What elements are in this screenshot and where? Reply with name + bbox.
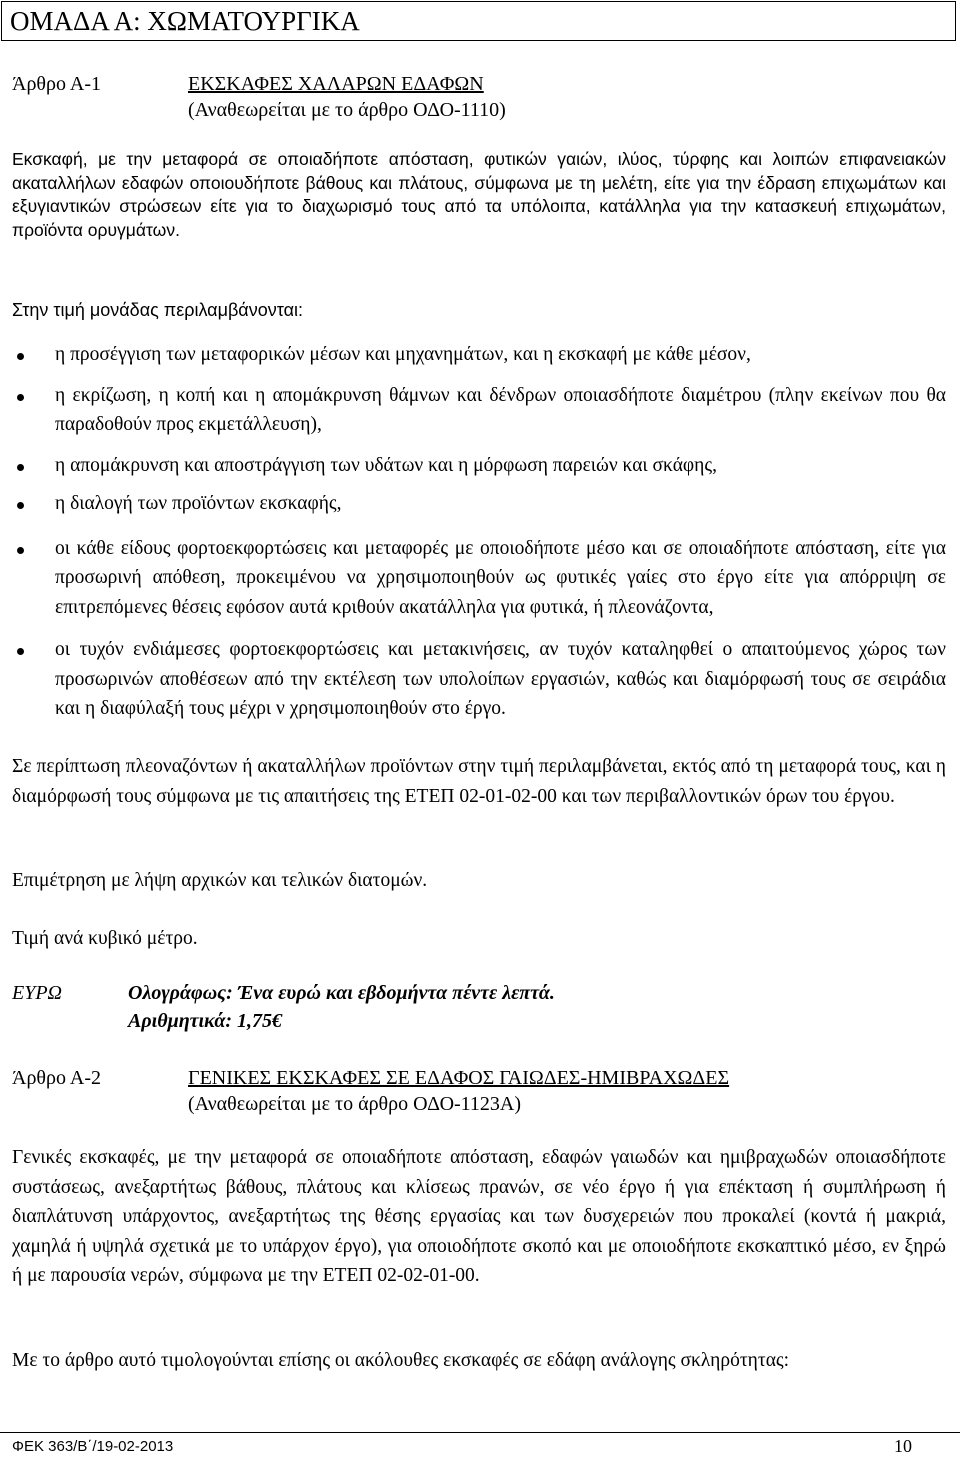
- article-1-subtitle: (Αναθεωρείται με το άρθρο ΟΔΟ-1110): [188, 99, 506, 121]
- group-title: ΟΜΑΔΑ Α: ΧΩΜΑΤΟΥΡΓΙΚΑ: [10, 6, 360, 36]
- list-item: η διαλογή των προϊόντων εκσκαφής,: [12, 489, 946, 519]
- bullet-icon: [17, 353, 24, 360]
- bullet-icon: [17, 394, 24, 401]
- group-header-box: [1, 1, 956, 41]
- bullet-icon: [17, 547, 24, 554]
- article-1-title: ΕΚΣΚΑΦΕΣ ΧΑΛΑΡΩΝ ΕΔΑΦΩΝ: [188, 73, 484, 95]
- list-item: οι κάθε είδους φορτοεκφορτώσεις και μεταφορές με οποιοδήποτε μέσο και σε οποιαδήποτε απόσταση, είτε για προσωρινή απόθεση, προκειμένου να χρησιμοποιηθούν ως φυτικές γαίες στο έργο είτε για απόρριψη σε επιτρεπόμενες θέσεις εφόσον αυτά κριθούν ακατάλληλα για φυτικά, ή πλεονάζοντα,: [12, 534, 946, 623]
- list-item: οι τυχόν ενδιάμεσες φορτοεκφορτώσεις και μετακινήσεις, αν τυχόν καταληφθεί ο απαιτούμενος χώρος των προσωρινών αποθέσεων από την εκτέλεση των υπολοίπων εργασιών, καθώς και διαμόρφωσή τους σε σειράδια και η διαφύλαξή τους μέχρι ν χρησιμοποιηθούν στο έργο.: [12, 635, 946, 724]
- list-item: η προσέγγιση των μεταφορικών μέσων και μηχανημάτων, και η εκσκαφή με κάθε μέσον,: [12, 340, 946, 370]
- includes-heading: Στην τιμή μονάδας περιλαμβάνονται:: [12, 300, 303, 320]
- price-in-words: Ολογράφως: Ένα ευρώ και εβδομήντα πέντε λεπτά.: [128, 982, 555, 1004]
- includes-list: [12, 340, 946, 724]
- article-1-intro: Εκσκαφή, με την μεταφορά σε οποιαδήποτε απόσταση, φυτικών γαιών, ιλύος, τύρφης και λοιπών επιφανειακών ακαταλλήλων εδαφών οποιουδήποτε βάθους και πλάτους, σύμφωνα με τη μελέτη, είτε για την έδραση επιχωμάτων και εξυγιαντικών στρώσεων είτε για το διαχωρισμό τους από τα υπόλοιπα, κατάλληλα για την κατασκευή επιχωμάτων, προϊόντα ορυγμάτων.: [12, 149, 946, 240]
- surplus-paragraph: Σε περίπτωση πλεοναζόντων ή ακαταλλήλων προϊόντων στην τιμή περιλαμβάνεται, εκτός από τη μεταφορά τους, και η διαμόρφωσή τους σύμφωνα με τις απαιτήσεις της ΕΤΕΠ 02-01-02-00 και των περιβαλλοντικών όρων του έργου.: [12, 756, 946, 807]
- article-1-label: Άρθρο Α-1: [12, 73, 101, 95]
- bullet-icon: [17, 648, 24, 655]
- unit-paragraph: Τιμή ανά κυβικό μέτρο.: [12, 928, 198, 949]
- list-item: η εκρίζωση, η κοπή και η απομάκρυνση θάμνων και δένδρων οποιασδήποτε διαμέτρου (πλην εκείνων που θα παραδοθούν προς εκμετάλλευση),: [12, 381, 946, 440]
- article-2-closing: Με το άρθρο αυτό τιμολογούνται επίσης οι ακόλουθες εκσκαφές σε εδάφη ανάλογης σκληρότητας:: [12, 1350, 790, 1371]
- page-number: 10: [894, 1436, 912, 1456]
- list-item: η απομάκρυνση και αποστράγγιση των υδάτων και η μόρφωση παρειών και σκάφης,: [12, 451, 946, 481]
- footer-issue: ΦΕΚ 363/Β΄/19-02-2013: [12, 1438, 174, 1455]
- measurement-paragraph: Επιμέτρηση με λήψη αρχικών και τελικών διατομών.: [12, 870, 428, 891]
- currency-label: ΕΥΡΩ: [12, 982, 63, 1004]
- bullet-icon: [17, 464, 24, 471]
- article-2-title: ΓΕΝΙΚΕΣ ΕΚΣΚΑΦΕΣ ΣΕ ΕΔΑΦΟΣ ΓΑΙΩΔΕΣ-ΗΜΙΒΡΑΧΩΔΕΣ: [188, 1067, 730, 1089]
- bullet-icon: [17, 502, 24, 509]
- article-2-subtitle: (Αναθεωρείται με το άρθρο ΟΔΟ-1123Α): [188, 1093, 522, 1115]
- price-in-numbers: Αριθμητικά: 1,75€: [128, 1010, 283, 1032]
- article-2-label: Άρθρο Α-2: [12, 1067, 101, 1089]
- article-2-intro: Γενικές εκσκαφές, με την μεταφορά σε οποιαδήποτε απόσταση, εδαφών γαιωδών και ημιβραχωδών οποιασδήποτε συστάσεως, ανεξαρτήτως βάθους, πλάτους και κλίσεως πρανών, σε νέο έργο ή για επέκταση ή συμπλήρωση ή διαπλάτυνση υπάρχοντος, ανεξαρτήτως της θέσης εργασίας και των δυσχερειών που προκαλεί (κοντά ή μακριά, χαμηλά ή υψηλά σχετικά με το υπάρχον έργο), για οποιοδήποτε σκοπό και με οποιοδήποτε εκσκαπτικό μέσο, εν ξηρώ ή με παρουσία νερών, σύμφωνα με την ΕΤΕΠ 02-02-01-00.: [12, 1147, 946, 1286]
- footer-rule: [0, 1432, 960, 1433]
